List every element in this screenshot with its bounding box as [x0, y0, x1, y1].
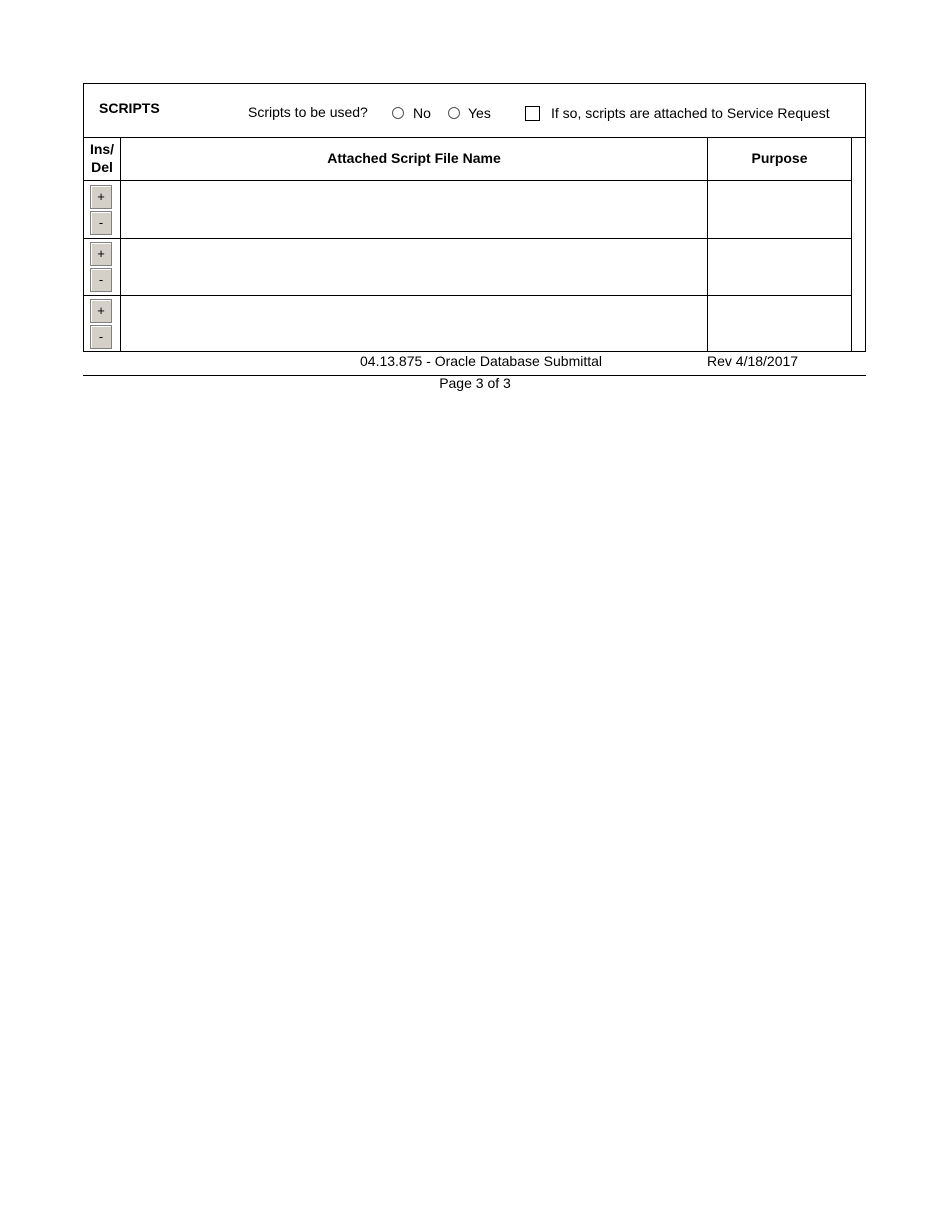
delete-row-button[interactable]: -	[90, 268, 112, 292]
scripts-form	[83, 83, 866, 352]
radio-no-label: No	[413, 105, 431, 121]
radio-no[interactable]	[392, 107, 404, 119]
attached-checkbox[interactable]	[525, 106, 540, 121]
insert-row-button[interactable]: +	[90, 242, 112, 266]
file-name-field[interactable]	[121, 181, 707, 238]
scripts-header	[84, 84, 865, 138]
scripts-question: Scripts to be used?	[248, 104, 368, 120]
insert-row-button[interactable]: +	[90, 299, 112, 323]
delete-row-button[interactable]: -	[90, 325, 112, 349]
section-title: SCRIPTS	[99, 100, 160, 116]
column-header-purpose: Purpose	[751, 150, 808, 166]
radio-yes[interactable]	[448, 107, 460, 119]
purpose-field[interactable]	[708, 239, 851, 295]
footer-revision: Rev 4/18/2017	[707, 353, 799, 369]
column-header-file-name: Attached Script File Name	[327, 150, 501, 166]
delete-row-button[interactable]: -	[90, 211, 112, 235]
column-header-ins-del: Ins/ Del	[89, 141, 115, 175]
insert-row-button[interactable]: +	[90, 185, 112, 209]
file-name-field[interactable]	[121, 296, 707, 351]
purpose-field[interactable]	[708, 181, 851, 238]
file-name-field[interactable]	[121, 239, 707, 295]
attached-checkbox-label: If so, scripts are attached to Service Request	[551, 105, 830, 121]
purpose-field[interactable]	[708, 296, 851, 351]
radio-yes-label: Yes	[468, 105, 491, 121]
page-number: Page 3 of 3	[439, 375, 511, 391]
footer-document-title: 04.13.875 - Oracle Database Submittal	[360, 353, 603, 369]
